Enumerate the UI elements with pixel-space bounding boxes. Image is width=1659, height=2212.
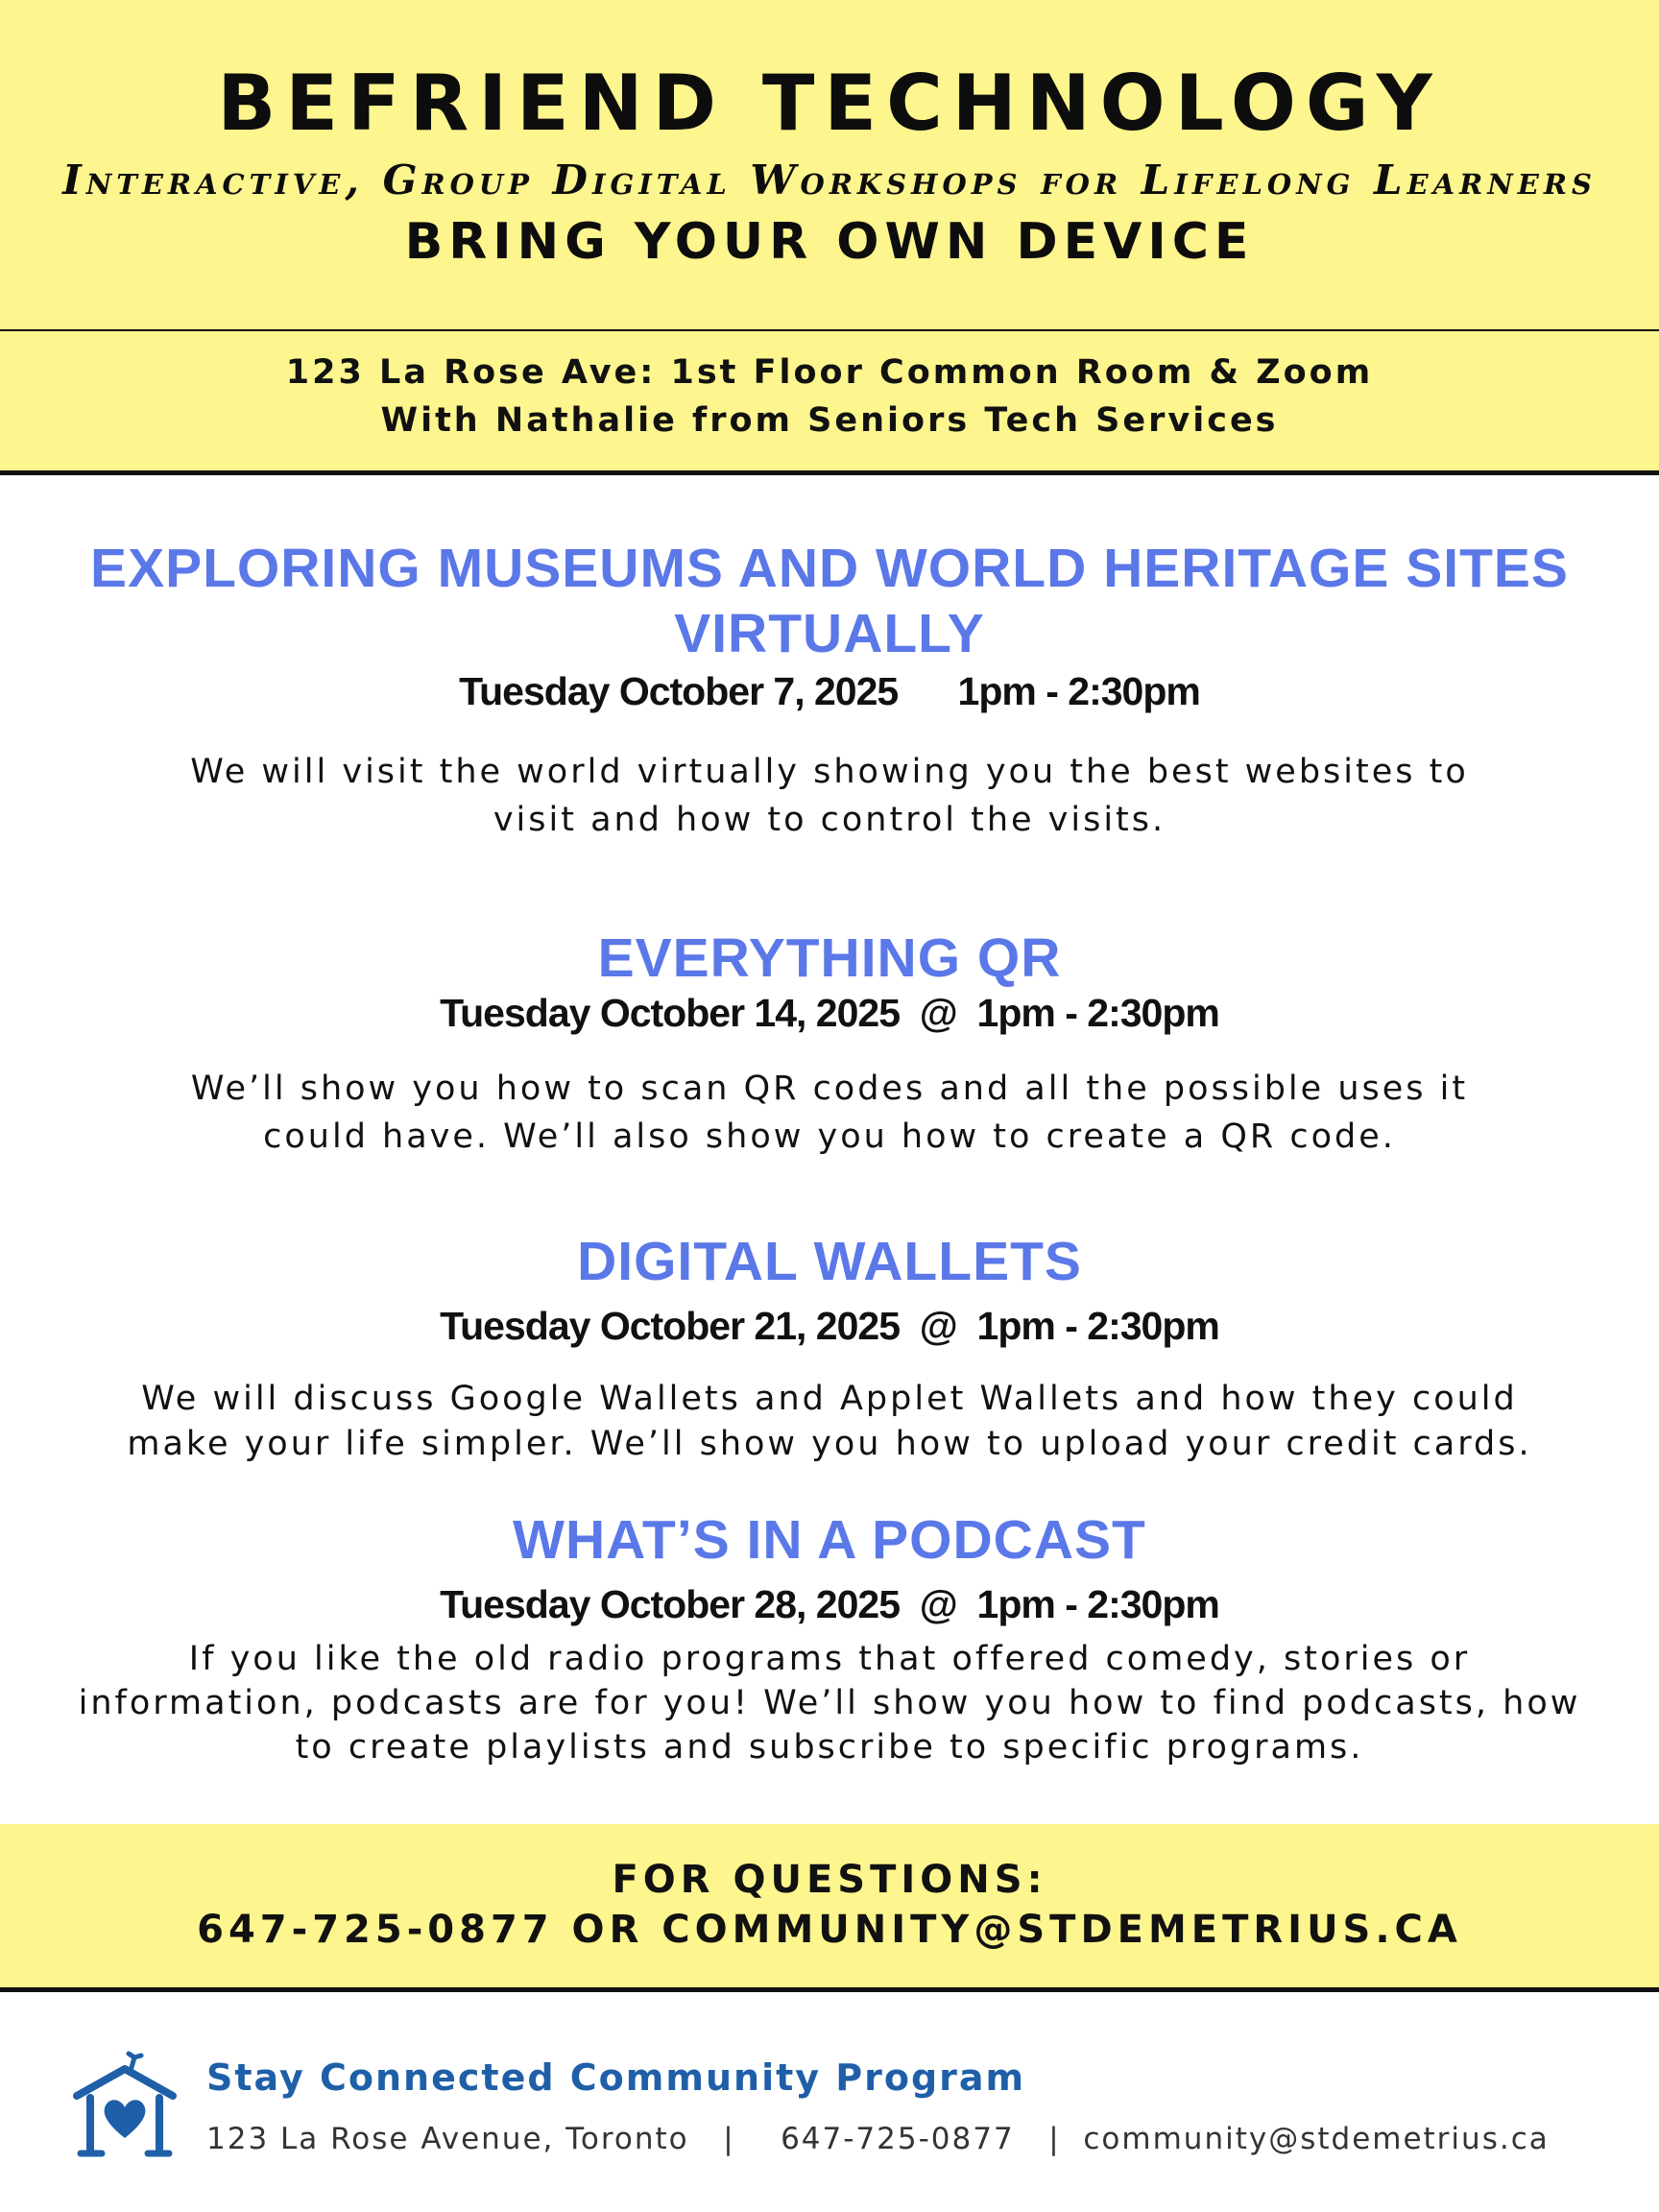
footer-contact-info: 123 La Rose Avenue, Toronto | 647-725-0877 | community@stdemetrius.ca [206,2122,1550,2156]
header-banner [0,0,1659,331]
event-date: Tuesday October 14, 2025 @ 1pm - 2:30pm [440,991,1219,1035]
event-date: Tuesday October 28, 2025 @ 1pm - 2:30pm [440,1582,1219,1626]
event-description: information, podcasts are for you! We’ll show you how to find podcasts, how [78,1684,1581,1722]
page-title: BEFRIEND TECHNOLOGY [217,59,1442,148]
event-description: We’ll show you how to scan QR codes and all the possible uses it [190,1070,1469,1108]
event-description: We will discuss Google Wallets and Applet Wallets and how they could [141,1380,1518,1418]
event-title: VIRTUALLY [674,603,985,664]
event-description: If you like the old radio programs that offered comedy, stories or [188,1640,1471,1678]
event-description: could have. We’ll also show you how to create a QR code. [263,1118,1396,1156]
event-title: WHAT’S IN A PODCAST [513,1509,1146,1571]
contact-details: 647-725-0877 OR COMMUNITY@STDEMETRIUS.CA [197,1908,1462,1952]
event-title: EXPLORING MUSEUMS AND WORLD HERITAGE SITES [90,538,1569,599]
event-description: We will visit the world virtually showing you the best websites to [190,753,1469,791]
house-heart-logo-icon [67,2050,182,2165]
program-name: Stay Connected Community Program [206,2056,1026,2099]
divider [0,470,1659,475]
event-title: DIGITAL WALLETS [577,1231,1082,1292]
event-description: to create playlists and subscribe to specific programs. [295,1728,1364,1767]
location-banner [0,331,1659,470]
location-line: 123 La Rose Ave: 1st Floor Common Room & Zoom [285,353,1374,392]
contact-heading: FOR QUESTIONS: [612,1858,1047,1902]
event-date: Tuesday October 7, 2025 1pm - 2:30pm [459,669,1200,713]
divider [0,1987,1659,1992]
event-title: EVERYTHING QR [597,927,1062,989]
event-date: Tuesday October 21, 2025 @ 1pm - 2:30pm [440,1304,1219,1348]
contact-banner [0,1824,1659,1987]
event-description: visit and how to control the visits. [493,801,1166,839]
page-subtitle: Interactive, Group Digital Workshops for Lifelong Learners [62,156,1597,204]
instructor-line: With Nathalie from Seniors Tech Services [380,401,1279,440]
byod-notice: BRING YOUR OWN DEVICE [404,213,1255,271]
event-description: make your life simpler. We’ll show you how to upload your credit cards. [127,1425,1532,1463]
